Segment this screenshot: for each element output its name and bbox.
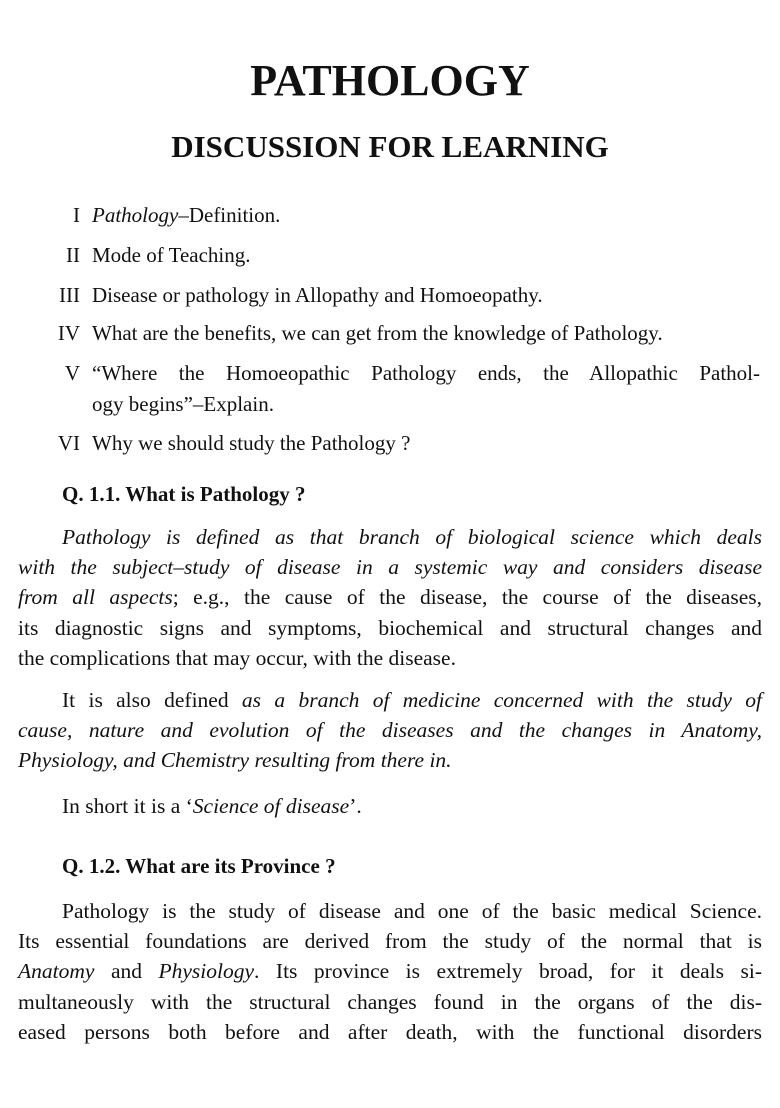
- text-line: [18, 685, 762, 715]
- text: In short it is a ‘: [62, 794, 193, 818]
- italic-text: as a branch of medicine concerned with the study of: [241, 688, 762, 712]
- text: the complications that may occur, with the disease.: [18, 645, 456, 670]
- text-line: [18, 896, 762, 926]
- text-line: [18, 715, 762, 745]
- page-subtitle: DISCUSSION FOR LEARNING: [171, 129, 609, 164]
- outline-item-text: [92, 280, 760, 311]
- outline-item-text: [92, 358, 760, 420]
- text-line: [92, 200, 760, 231]
- text: What are the benefits, we can get from the knowledge of Pathology.: [92, 321, 663, 345]
- italic-text: Physiology, and Chemistry resulting from there in.: [18, 748, 452, 773]
- text: Its essential foundations are derived from the study of the normal that is: [18, 929, 762, 954]
- text: and: [94, 959, 159, 984]
- outline-item-text: [92, 200, 760, 231]
- text-line: [18, 552, 762, 582]
- outline-item-text: [92, 428, 760, 459]
- outline-item-number: III: [59, 283, 80, 307]
- paragraph-province: [18, 896, 762, 1047]
- text-line: [18, 926, 762, 956]
- italic-text: from all aspects: [18, 585, 173, 610]
- text: Mode of Teaching.: [92, 243, 251, 267]
- italic-text: Pathology is defined as that branch of biological science which deals: [62, 525, 762, 549]
- text-line: [18, 643, 762, 673]
- text-line: [92, 389, 760, 420]
- paragraph-in-short: [18, 791, 762, 821]
- text: its diagnostic signs and symptoms, biochemical and structural changes and: [18, 615, 762, 640]
- italic-text: Physiology: [158, 959, 255, 984]
- text-line: [92, 240, 760, 271]
- question-heading-1-2: Q. 1.2. What are its Province ?: [62, 854, 336, 878]
- text: ’.: [349, 794, 362, 818]
- text-line: [18, 582, 762, 612]
- text: It is also defined: [62, 688, 242, 712]
- paragraph-definition: [18, 522, 762, 673]
- outline-item-text: [92, 240, 760, 271]
- text: . Its province is extremely broad, for it deals si-: [254, 959, 762, 984]
- page-title: PATHOLOGY: [250, 56, 530, 105]
- text-line: [92, 280, 760, 311]
- text: ogy begins”–Explain.: [92, 392, 274, 416]
- text-line: [92, 358, 760, 389]
- question-heading-1-1: Q. 1.1. What is Pathology ?: [62, 482, 306, 506]
- text-line: [18, 956, 762, 986]
- text: multaneously with the structural changes found in the organs of the dis-: [18, 989, 762, 1014]
- text-line: [18, 613, 762, 643]
- text: “Where the Homoeopathic Pathology ends, the Allopathic Pathol-: [92, 361, 760, 385]
- text: Pathology is the study of disease and one of the basic medical Science.: [62, 899, 762, 923]
- text-line: [18, 745, 762, 775]
- paragraph-also-defined: [18, 685, 762, 776]
- italic-text: with the subject–study of disease in a systemic way and considers disease: [18, 555, 762, 580]
- text-line: [92, 318, 760, 349]
- text: –Definition.: [178, 203, 281, 227]
- text-line: [92, 428, 760, 459]
- text-line: [18, 522, 762, 552]
- outline-item-number: II: [66, 243, 80, 267]
- text: Why we should study the Pathology ?: [92, 431, 411, 455]
- text: ; e.g., the cause of the disease, the course of the diseases,: [172, 585, 763, 610]
- text-line: [18, 987, 762, 1017]
- text-line: [18, 1017, 762, 1047]
- italic-text: Pathology: [92, 203, 179, 227]
- italic-text: cause, nature and evolution of the diseases and the changes in Anatomy,: [18, 718, 762, 743]
- text-line: [18, 791, 762, 821]
- outline-item-text: [92, 318, 760, 349]
- outline-item-number: V: [64, 361, 80, 385]
- text: Disease or pathology in Allopathy and Homoeopathy.: [92, 283, 543, 307]
- outline-item-number: I: [73, 203, 80, 227]
- text: eased persons both before and after death, with the functional disorders: [18, 1019, 762, 1044]
- italic-text: Anatomy: [18, 959, 95, 984]
- outline-item-number: IV: [57, 321, 80, 345]
- outline-item-number: VI: [57, 431, 80, 455]
- italic-text: Science of disease: [192, 794, 350, 818]
